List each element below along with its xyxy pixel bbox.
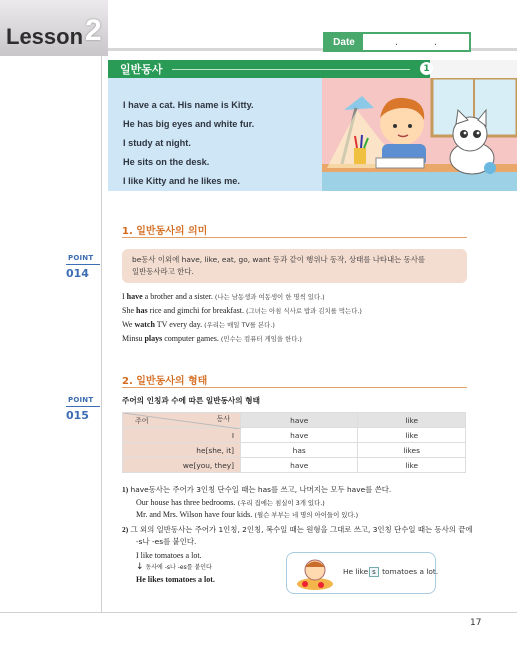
hero-sentence: I have a cat. His name is Kitty.	[123, 100, 254, 110]
arrow-note	[136, 562, 212, 573]
rule-box	[122, 249, 467, 283]
note-1	[122, 484, 391, 495]
point-label: POINT	[68, 396, 94, 404]
callout-box	[286, 552, 439, 594]
hero-sentence: I study at night.	[123, 138, 191, 148]
table-cell: have	[241, 458, 358, 473]
hero-sentence: He has big eyes and white fur.	[123, 119, 255, 129]
table-row	[123, 428, 466, 443]
note-example-en: He likes tomatoes a lot.	[136, 575, 215, 584]
example-part: TV every day.	[154, 320, 203, 329]
corner-bottom-label: 주어	[135, 417, 149, 425]
hero-sentence: He sits on the desk.	[123, 157, 210, 167]
verb-form-table	[122, 412, 466, 473]
table-header-row	[123, 413, 466, 428]
lesson-label: Lesson	[6, 24, 84, 49]
example-translation: (민수는 컴퓨터 게임을 한다.)	[220, 335, 302, 343]
hero-sentence: I like Kitty and he likes me.	[123, 176, 240, 186]
rule-text: 일반동사라고 한다.	[132, 267, 194, 276]
table-row	[123, 458, 466, 473]
example-part: rice and gimchi for breakfast.	[147, 306, 244, 315]
table-header: have	[241, 413, 358, 428]
note-example	[136, 574, 215, 585]
corner-top-label: 동사	[216, 415, 230, 423]
example-sentence	[122, 320, 275, 329]
note-example-ko: (윌슨 부부는 네 명의 아이들이 있다.)	[254, 511, 359, 519]
example-translation: (그녀는 아침 식사로 밥과 김치를 먹는다.)	[245, 307, 362, 315]
note-example	[136, 497, 325, 509]
point-number: 014	[66, 267, 89, 280]
example-part: Minsu	[122, 334, 145, 343]
note-text-cont: -s나 -es를 붙인다.	[136, 537, 197, 546]
table-intro: 주어의 인칭과 수에 따른 일반동사의 형태	[122, 396, 260, 405]
note-number: 2)	[122, 525, 129, 534]
example-part: a brother and a sister.	[142, 292, 213, 301]
note-example-en: Mr. and Mrs. Wilson have four kids.	[136, 510, 253, 519]
section2-underline	[122, 387, 467, 388]
point-number: 015	[66, 409, 89, 422]
page-number: 17	[470, 618, 482, 628]
note-example-en: Our house has three bedrooms.	[136, 498, 236, 507]
note-example	[136, 550, 202, 561]
example-part: I	[122, 292, 127, 301]
hero-sentences	[108, 78, 322, 191]
inserted-suffix: s	[369, 567, 379, 577]
date-field[interactable]	[323, 32, 471, 52]
callout-text: tomatoes a lot.	[379, 567, 439, 576]
note-2	[122, 524, 473, 535]
section1-underline	[122, 237, 467, 238]
page-header	[0, 0, 517, 56]
hero-title-line	[172, 69, 410, 70]
subject-cell: I	[123, 428, 241, 443]
table-cell: likes	[358, 443, 466, 458]
note-number: 1)	[122, 485, 129, 494]
boy-and-cat-illustration	[322, 78, 517, 191]
note-example-ko: (우리 집에는 침실이 3개 있다.)	[237, 499, 325, 507]
example-part: computer games.	[162, 334, 219, 343]
table-corner	[123, 413, 241, 428]
date-separator: .	[394, 36, 399, 48]
note-example-en: I like tomatoes a lot.	[136, 551, 202, 560]
table-cell: like	[358, 458, 466, 473]
section-badge: 1	[420, 62, 433, 75]
arrow-note-text: 동사에 -s나 -es를 붙인다	[145, 564, 212, 571]
hero-title: 일반동사	[120, 63, 163, 76]
section1-title: 1. 일반동사의 의미	[122, 226, 208, 237]
footer-divider	[0, 612, 517, 613]
example-part: She	[122, 306, 136, 315]
table-row	[123, 443, 466, 458]
example-part: We	[122, 320, 135, 329]
date-value[interactable]	[363, 34, 469, 50]
illustration-svg	[322, 78, 517, 191]
callout-sentence	[343, 567, 438, 577]
subject-cell: he[she, it]	[123, 443, 241, 458]
subject-cell: we[you, they]	[123, 458, 241, 473]
example-verb: plays	[144, 334, 163, 343]
example-translation: (우리는 매일 TV를 본다.)	[204, 321, 275, 329]
date-label: Date	[325, 34, 363, 50]
date-separator: .	[433, 36, 438, 48]
point-label: POINT	[68, 254, 94, 262]
table-cell: has	[241, 443, 358, 458]
point-rule	[66, 406, 100, 407]
example-verb: has	[136, 306, 148, 315]
example-translation: (나는 남동생과 여동생이 한 명씩 있다.)	[214, 293, 325, 301]
lesson-number: 2	[85, 14, 102, 47]
example-sentence	[122, 292, 325, 301]
table-cell: have	[241, 428, 358, 443]
table-cell: like	[358, 428, 466, 443]
callout-text: He like	[343, 567, 369, 576]
example-sentence	[122, 334, 302, 343]
down-arrow-icon: ↓	[136, 562, 144, 572]
point-rule	[66, 264, 100, 265]
rule-text: be동사 이외에 have, like, eat, go, want 등과 같이 행위나 동작, 상태를 나타내는 동사를	[132, 255, 426, 264]
example-verb: have	[126, 292, 143, 301]
note-text: have동사는 주어가 3인칭 단수일 때는 has를 쓰고, 나머지는 모두 have를 쓴다.	[130, 485, 392, 494]
note-text: 그 외의 일반동사는 주어가 1인칭, 2인칭, 복수일 때는 원형을 그대로 쓰고, 3인칭 단수일 때는 동사의 끝에	[130, 525, 473, 534]
note-example	[136, 509, 358, 521]
section2-title: 2. 일반동사의 형태	[122, 376, 208, 387]
margin-rule	[101, 56, 102, 612]
eating-boy-icon	[291, 554, 341, 594]
example-sentence	[122, 306, 362, 315]
example-verb: watch	[134, 320, 155, 329]
table-header: like	[358, 413, 466, 428]
